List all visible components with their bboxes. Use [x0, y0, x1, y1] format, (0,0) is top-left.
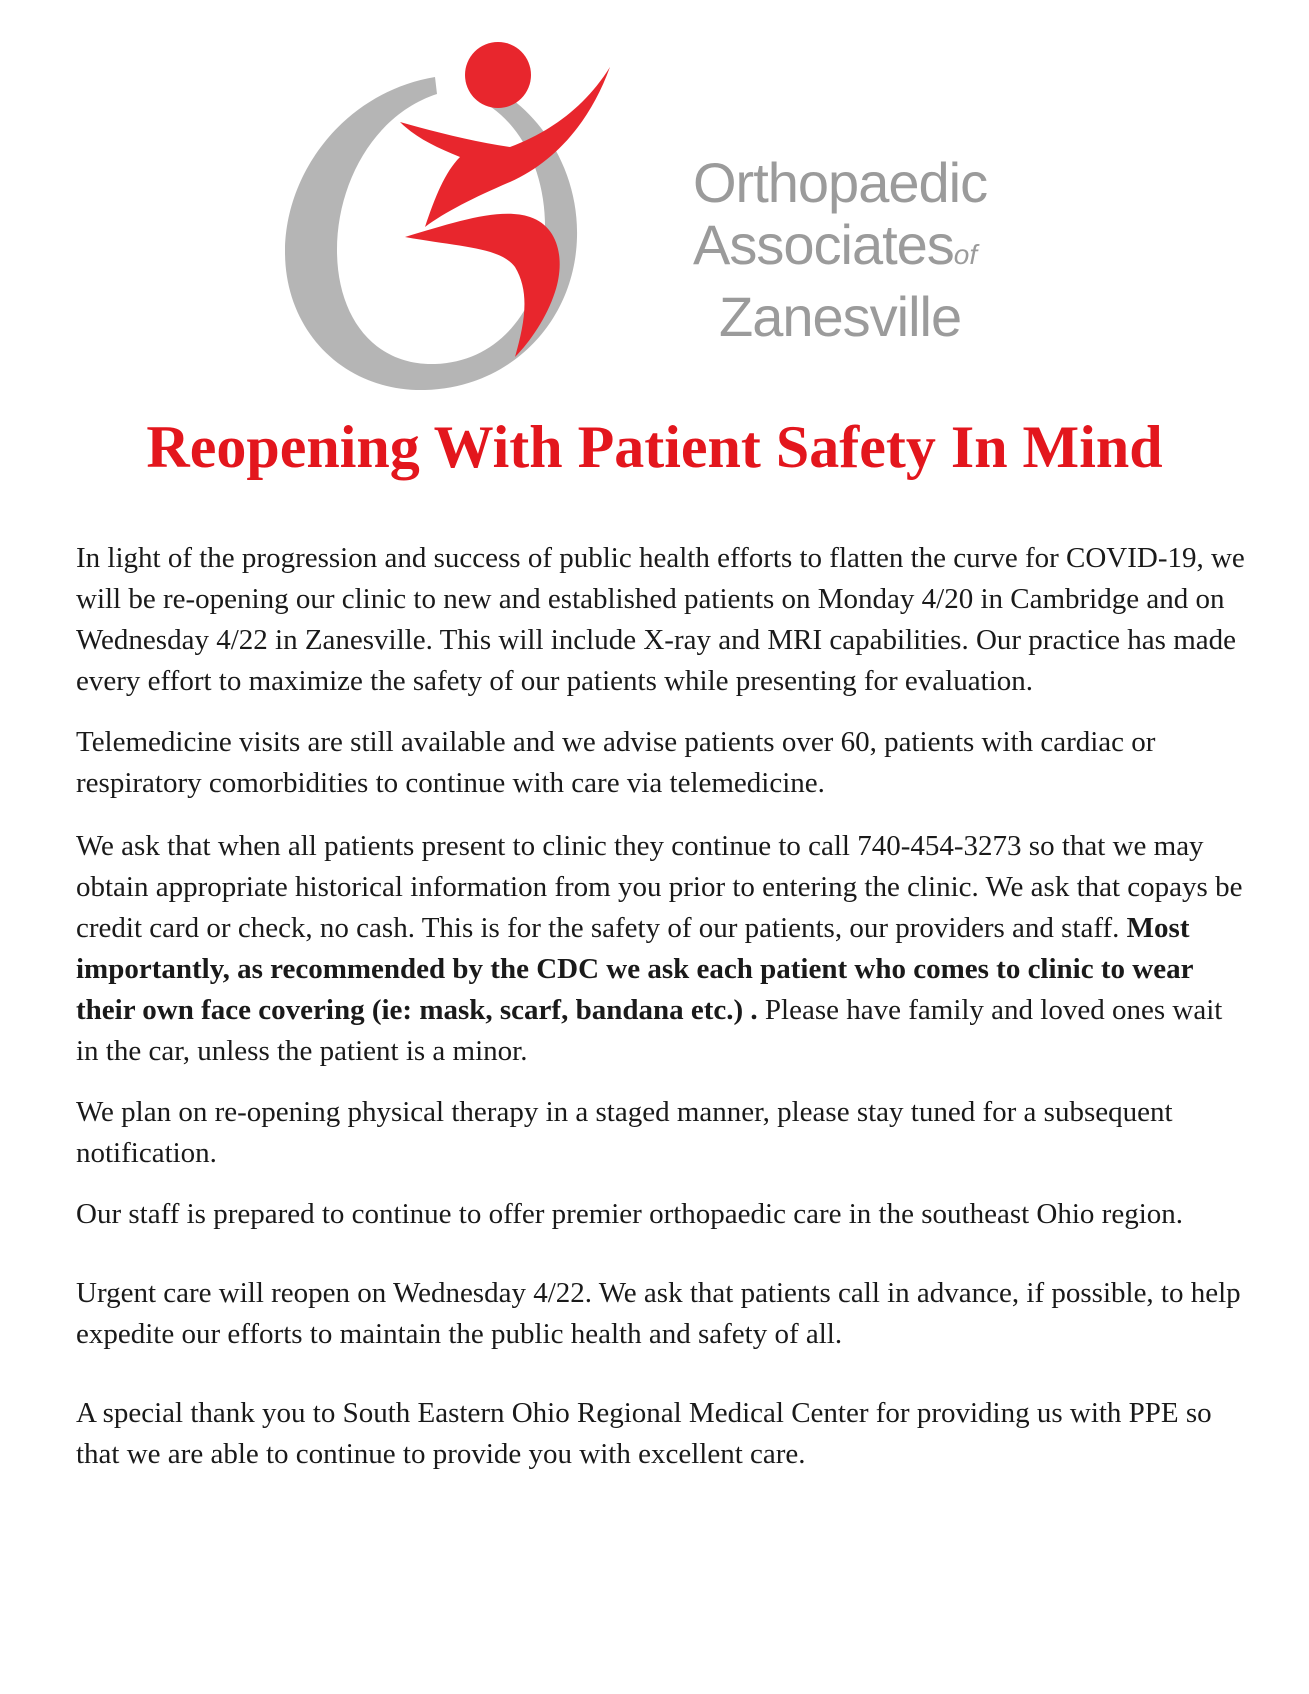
page-title: Reopening With Patient Safety In Mind	[146, 414, 1163, 480]
paragraph-telemedicine: Telemedicine visits are still available and we advise patients over 60, patients with cardiac or respiratory comorbidities to continue with care via telemedicine.	[76, 726, 1156, 799]
logo-name-associates: Associates	[693, 213, 954, 276]
logo-name-line1: Orthopaedic	[693, 151, 988, 214]
logo-name-line2	[693, 214, 987, 286]
logo	[0, 0, 1309, 400]
logo-name-of: of	[953, 239, 978, 270]
logo-wordmark	[693, 152, 987, 348]
paragraph-staff: Our staff is prepared to continue to offer premier orthopaedic care in the southeast Ohio region.	[76, 1198, 1183, 1230]
paragraph-clinic-procedures-start: We ask that when all patients present to clinic they continue to call 740-454-3273 so that we may obtain appropriate historical information from you prior to entering the clinic. We ask that copays be credit card or check, no cash. This is for the safety of our patients, our providers and staff.	[76, 830, 1243, 944]
paragraph-face-covering-notice: Most importantly, as recommended by the CDC we ask each patient who comes to clinic to wear their own face covering (ie: mask, scarf, bandana etc.) .	[76, 912, 1193, 1026]
notice-body	[76, 538, 1246, 1475]
paragraph-reopening: In light of the progression and success of public health efforts to flatten the curve for COVID-19, we will be re-opening our clinic to new and established patients on Monday 4/20 in Cambridge and on Wednesday 4/22 in Zanesville. This will include X-ray and MRI capabilities. Our practice has made every effort to maximize the safety of our patients while presenting for evaluation.	[76, 542, 1245, 697]
paragraph-urgent-care: Urgent care will reopen on Wednesday 4/22. We ask that patients call in advance, if possible, to help expedite our efforts to maintain the public health and safety of all.	[76, 1277, 1241, 1350]
logo-name-line3: Zanesville	[719, 285, 962, 348]
paragraph-thank-you: A special thank you to South Eastern Ohio Regional Medical Center for providing us with PPE so that we are able to continue to provide you with excellent care.	[76, 1397, 1212, 1470]
paragraph-physical-therapy: We plan on re-opening physical therapy in a staged manner, please stay tuned for a subsequent notification.	[76, 1096, 1173, 1169]
paragraph-clinic-procedures	[76, 826, 1246, 1072]
paragraph-clinic-procedures-end: Please have family and loved ones wait in the car, unless the patient is a minor.	[76, 994, 1223, 1067]
logo-figure-icon	[285, 22, 685, 392]
